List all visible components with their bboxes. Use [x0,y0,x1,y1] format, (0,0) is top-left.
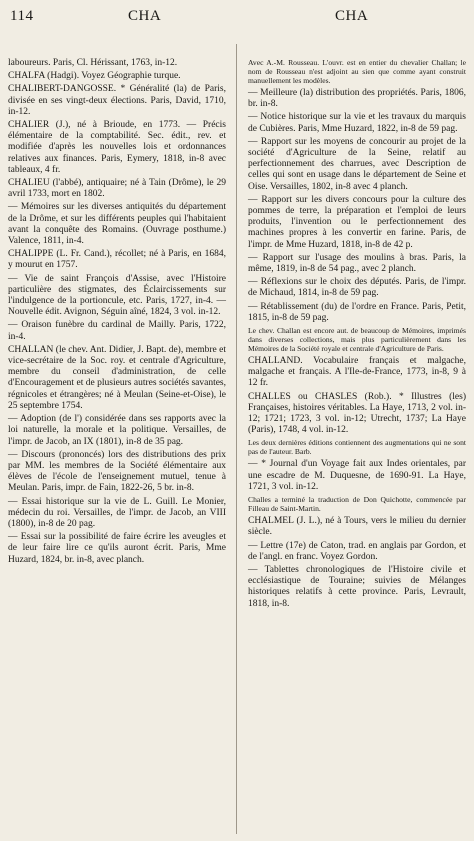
dictionary-entry: — Adoption (de l') considérée dans ses rapports avec la loi naturelle, la morale et la politique. Versailles, de l'impr. de Jacob, an IX (1801), in-8 de 35 pag. [8,414,226,447]
dictionary-entry: CHALIEU (l'abbé), antiquaire; né à Tain (Drôme), le 29 avril 1733, mort en 1802. [8,178,226,200]
dictionary-entry: — Essai sur la possibilité de faire écrire les aveugles et de leur faire lire ce qu'ils auront écrit. Paris, Mme Huzard, 1824, br. in-8, avec planch. [8,532,226,565]
running-header [0,8,474,34]
left-column [8,58,226,568]
dictionary-entry: — Oraison funèbre du cardinal de Mailly. Paris, 1722, in-4. [8,320,226,342]
dictionary-entry: CHALLES ou CHASLES (Rob.). * Illustres (les) Françaises, histoires véritables. La Haye, 1713, 2 vol. in-12; 1721; 1723, 3 vol. in-12; Utrecht, 1737; La Haye (Paris), 1748, 4 vol. in-12. [248,391,466,436]
dictionary-entry: CHALLAN (le chev. Ant. Didier, J. Bapt. de), membre et vice-secrétaire de la Soc. roy. et centrale d'Agriculture, membre du conseil d'administration, de celle d'Encouragement et de plusieurs autres sociétés savantes, régnicoles et étrangères; né à Meulan (Seine-et-Oise), le 25 septembre 1754. [8,344,226,411]
dictionary-entry: — Discours (prononcés) lors des distributions des prix par MM. les membres de la Société élémentaire aux élèves de l'école de l'enseignement mutuel, tenue à Meulan. Paris, impr. de Fain, 1822-26, 5 br. in-8. [8,449,226,494]
dictionary-entry: — Mémoires sur les diverses antiquités du département de la Drôme, et sur les différents peuples qui l'habitaient avant la conquête des Romains. (Ouvrage posthume.) Valence, 1811, in-4. [8,202,226,247]
column-divider [236,44,237,834]
dictionary-entry: CHALIBERT-DANGOSSE. * Généralité (la) de Paris, divisée en ses vingt-deux élections. Paris, David, 1710, in-12. [8,84,226,117]
dictionary-entry: — Notice historique sur la vie et les travaux du marquis de Cubières. Paris, Mme Huzard, 1822, in-8 de 59 pag. [248,112,466,134]
dictionary-entry: CHALIER (J.), né à Brioude, en 1773. — Précis élémentaire de la comptabilité. Sec. édit., rev. et modifiée d'après les nouvelles lois et ordonnances relatives aux finances. Paris, Eymery, 1818, in-8 avec tableaux, 4 fr. [8,120,226,175]
dictionary-entry: — Vie de saint François d'Assise, avec l'Histoire particulière des stigmates, des Éclaircissements sur l'indulgence de la portioncule, etc. Paris, 1727, in-4. — Nouvelle édit. Avignon, Séguin aîné, 1824, 3 vol. in-12. [8,273,226,318]
left-running-title: CHA [128,8,162,24]
dictionary-entry: — Rapport sur les moyens de concourir au projet de la société d'Agriculture de la Seine, relatif au perfectionnement des charrues, avec Description de celles qui sont en usage dans le département de Seine et Oise. Versailles, 1802, in-8 avec 4 planch. [248,136,466,192]
dictionary-entry: — Réflexions sur le choix des députés. Paris, de l'impr. de Michaud, 1814, in-8 de 59 pag. [248,277,466,299]
dictionary-entry: — Lettre (17e) de Caton, trad. en anglais par Gordon, et de l'angl. en franc. Voyez Gordon. [248,540,466,562]
right-running-title: CHA [335,8,369,24]
page-number: 114 [10,8,34,24]
editorial-note: Challes a terminé la traduction de Don Quichotte, commencée par Filleau de Saint-Martin. [248,495,466,514]
dictionary-entry: — Essai historique sur la vie de L. Guill. Le Monier, médecin du roi. Versailles, de l'impr. de Jacob, an VIII (1800), in-8 de 20 pag. [8,496,226,529]
dictionary-entry: — Rétablissement (du) de l'ordre en France. Paris, Petit, 1815, in-8 de 59 pag. [248,301,466,323]
dictionary-entry: CHALLAND. Vocabulaire français et malgache, malgache et français. A l'Ile-de-France, 1773, in-8, 9 à 12 fr. [248,356,466,389]
dictionary-entry: CHALMEL (J. L.), né à Tours, vers le milieu du dernier siècle. [248,516,466,538]
dictionary-entry: CHALFA (Hadgi). Voyez Géographie turque. [8,71,181,82]
editorial-note: Le chev. Challan est encore aut. de beaucoup de Mémoires, imprimés dans diverses collections, mais plus particulièrement dans les Mémoires de la Société royale et centrale d'Agriculture de Paris. [248,326,466,354]
editorial-note: Avec A.-M. Rousseau. L'ouvr. est en entier du chevalier Challan; le nom de Rousseau n'est adjoint au sien que comme ayant construit manuellement les modèles. [248,58,466,85]
editorial-note: Les deux dernières éditions contiennent des augmentations qui ne sont pas de l'auteur. Barb. [248,438,466,457]
dictionary-entry: CHALIPPE (L. Fr. Cand.), récollet; né à Paris, en 1684, y mourut en 1757. [8,249,226,271]
dictionary-entry: — Meilleure (la) distribution des propriétés. Paris, 1806, br. in-8. [248,88,466,110]
dictionary-entry: — Rapport sur l'usage des moulins à bras. Paris, la même, 1819, in-8 de 54 pag., avec 2 planch. [248,252,466,275]
dictionary-entry: laboureurs. Paris, Cl. Hérissant, 1763, in-12. [8,58,178,68]
dictionary-entry: — Rapport sur les divers concours pour la culture des pommes de terre, la préparation et l'emploi de leurs produits, l'invention ou le perfectionnement des machines propres à les convertir en farine. Paris, de l'impr. de Mme Huzard, 1818, in-8 de 42 p. [248,194,466,250]
dictionary-entry: — * Journal d'un Voyage fait aux Indes orientales, par une escadre de M. Duquesne, de 1690-91. La Haye, 1721, 3 vol. in-12. [248,459,466,492]
dictionary-entry: — Tablettes chronologiques de l'Histoire civile et ecclésiastique de Touraine; suivies de Mélanges historiques relatifs à cette province. Paris, Levrault, 1818, in-8. [248,564,466,609]
right-column [248,58,466,612]
